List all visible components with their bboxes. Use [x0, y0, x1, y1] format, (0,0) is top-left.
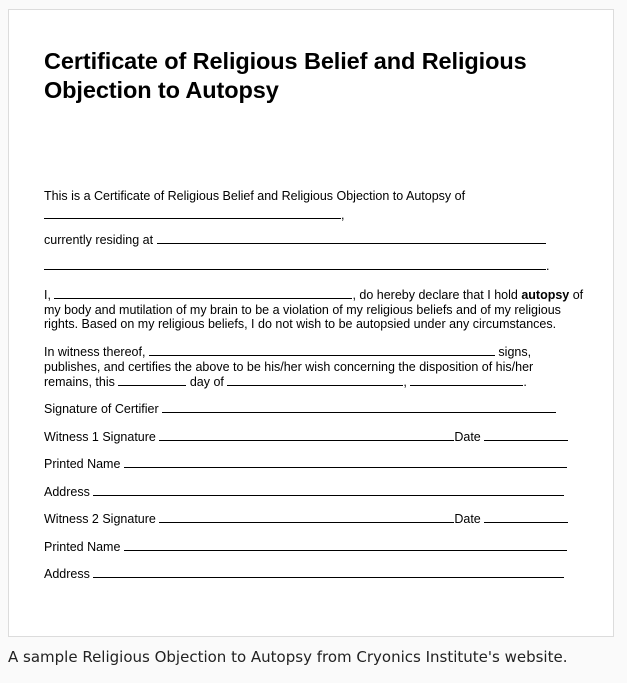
- date-period: .: [523, 375, 527, 390]
- declare-rest: of my body and mutilation of my brain to be a violation of my religious beliefs and of my religious rights. Based on my religious beliefs, I do not wish to be autopsied under any circumstances.: [44, 288, 584, 332]
- witness1-signature-line: [44, 429, 568, 445]
- image-caption: A sample Religious Objection to Autopsy from Cryonics Institute's website.: [8, 648, 568, 666]
- witness1-date-label: Date: [454, 430, 481, 444]
- printed-name-2-line: [44, 539, 567, 555]
- residence-blank[interactable]: [157, 232, 546, 244]
- address-1-blank[interactable]: [93, 484, 564, 496]
- name-blank[interactable]: [44, 207, 341, 219]
- document-frame: [8, 9, 614, 637]
- printed-name-1-line: [44, 456, 567, 472]
- declare-mid: , do hereby declare that I hold: [352, 288, 522, 302]
- witness2-date-label: Date: [454, 512, 481, 526]
- declare-i: I,: [44, 288, 51, 302]
- witness-paragraph: [44, 344, 589, 390]
- document-title: [44, 47, 527, 104]
- witness2-date-blank[interactable]: [484, 511, 568, 523]
- date-comma: ,: [403, 375, 407, 390]
- certifier-signature-blank[interactable]: [162, 401, 556, 413]
- month-blank[interactable]: [227, 374, 403, 386]
- certifier-signature-line: [44, 401, 556, 417]
- year-blank[interactable]: [410, 374, 523, 386]
- declare-bold: autopsy: [521, 288, 570, 302]
- declarant-blank[interactable]: [54, 287, 352, 299]
- title-line-2: Objection to Autopsy: [44, 76, 279, 103]
- witness1-signature-label: Witness 1 Signature: [44, 430, 156, 444]
- printed-name-2-blank[interactable]: [124, 539, 567, 551]
- witness2-signature-line: [44, 511, 568, 527]
- address-2-line: [44, 566, 564, 582]
- witness1-signature-blank[interactable]: [159, 429, 454, 441]
- witness2-signature-label: Witness 2 Signature: [44, 512, 156, 526]
- residing-line: [44, 232, 546, 248]
- printed-name-2-label: Printed Name: [44, 540, 121, 554]
- address-period: .: [546, 259, 550, 273]
- printed-name-1-blank[interactable]: [124, 456, 567, 468]
- intro-text: This is a Certificate of Religious Belief and Religious Objection to Autopsy of: [44, 189, 466, 203]
- title-line-1: Certificate of Religious Belief and Religious: [44, 48, 527, 74]
- declaration-paragraph: [44, 287, 589, 332]
- remains-label: remains, this: [44, 375, 115, 390]
- address-2-blank[interactable]: [93, 566, 564, 578]
- intro-name-line: [44, 207, 344, 223]
- witness1-date-blank[interactable]: [484, 429, 568, 441]
- address-1-line: [44, 484, 564, 500]
- printed-name-1-label: Printed Name: [44, 457, 121, 471]
- address-continuation-line: [44, 258, 549, 274]
- intro-comma: ,: [341, 208, 345, 222]
- certifier-signature-label: Signature of Certifier: [44, 402, 159, 416]
- day-of-label: day of: [189, 375, 224, 390]
- day-blank[interactable]: [118, 374, 186, 386]
- address-1-label: Address: [44, 485, 90, 499]
- address-2-label: Address: [44, 567, 90, 581]
- witness-start: In witness thereof,: [44, 345, 146, 359]
- residence-blank-2[interactable]: [44, 258, 546, 270]
- witness2-signature-blank[interactable]: [159, 511, 454, 523]
- residing-label: currently residing at: [44, 233, 154, 247]
- witness-signs: signs,: [498, 345, 532, 359]
- witness-name-blank[interactable]: [149, 344, 495, 356]
- witness-line-2: publishes, and certifies the above to be his/her wish concerning the disposition of his/her: [44, 359, 534, 374]
